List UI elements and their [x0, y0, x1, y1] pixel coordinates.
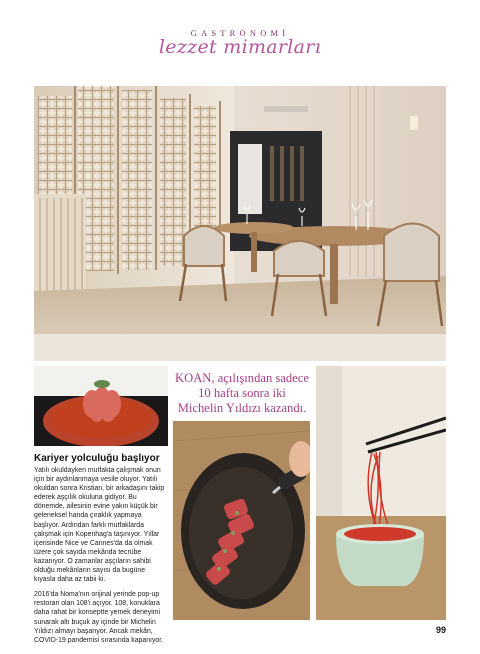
page-number: 99 — [435, 625, 446, 635]
pull-quote: KOAN, açılışından sadece 10 hafta sonra iki Michelin Yıldızı kazandı. — [175, 371, 309, 415]
photo-dish-bowl-chopsticks — [316, 366, 446, 620]
section-label: GASTRONOMİ — [190, 28, 290, 38]
article-body — [34, 453, 168, 651]
section-header — [0, 28, 480, 58]
article-heading: Kariyer yolculuğu başlıyor — [34, 453, 160, 464]
hero-photo-restaurant-interior — [34, 86, 446, 361]
article-paragraph: Yatılı okuldayken mutfakta çalışmak onun için bir aydınlanmaya vesile oluyor. Yatılı okuldan sonra Kristian, bir arkadaşını takip ederek aşçılık okuluna gidiyor. Bu dönemde, ailesinin evine yakın küçük bir geleneksel handa çıraklık yapmaya başlıyor. Ardından farklı mutfaklarda çalışmak için Kopenhag'a taşınıyor. Yıllar içerisinde Nice ve Cannes'da da olmak üzere çok sayıda mekânda tecrübe kazanıyor. O zamanlar aşçıların sahibi olduğu mekânların sayısı da bugüne kıyasla daha az tabii ki. — [34, 467, 165, 584]
photo-dish-red-bowl — [34, 366, 168, 446]
article-paragraph: 2016'da Noma'nın orijinal yerinde pop-up restoran olan 108'i açıyor. 108, konuklara daha rahat bir konseptte yemek deneyimi sunarak altı buçuk ay içinde bir Michelin Yıldızı almayı başarıyor. Ancak mekân, COVID-19 pandemisi sırasında kapanıyor. — [34, 591, 164, 644]
photo-dish-plate-tweezers — [173, 421, 310, 620]
section-subtitle: lezzet mimarları — [158, 36, 322, 58]
